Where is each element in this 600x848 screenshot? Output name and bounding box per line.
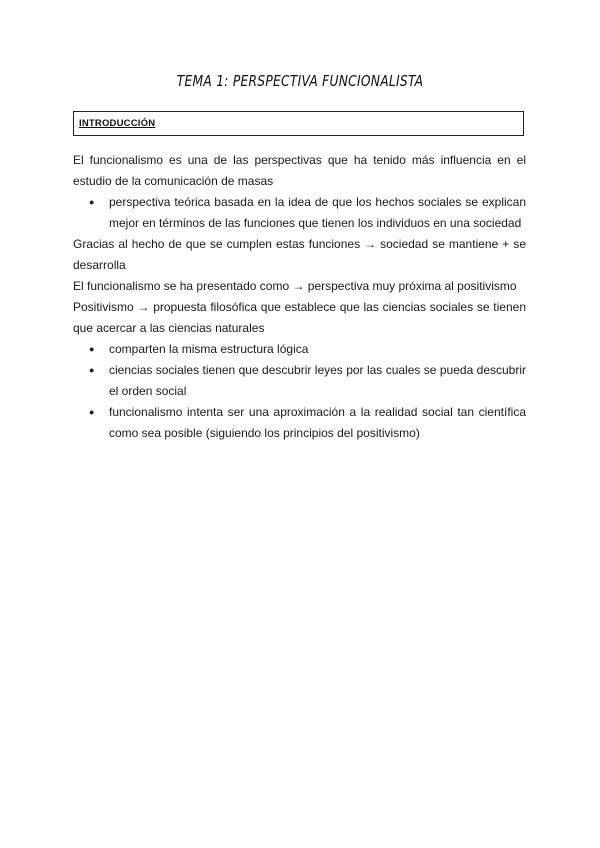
paragraph: Gracias al hecho de que se cumplen estas funciones → sociedad se mantiene + se desarrolla (73, 237, 526, 272)
bullet-text: ciencias sociales tienen que descubrir leyes por las cuales se pueda descubrir el orden social (109, 363, 526, 398)
bullet-icon: ● (89, 365, 95, 375)
section-heading: INTRODUCCIÓN (79, 118, 156, 129)
document-body (73, 150, 526, 444)
bullet-icon: ● (89, 407, 95, 417)
paragraph: El funcionalismo se ha presentado como → perspectiva muy próxima al positivismo (73, 279, 517, 293)
bullet-item (73, 360, 526, 402)
document-title: TEMA 1: PERSPECTIVA FUNCIONALISTA (176, 72, 424, 90)
bullet-text: comparten la misma estructura lógica (109, 342, 309, 356)
bullet-list (73, 339, 526, 444)
paragraph: El funcionalismo es una de las perspectivas que ha tenido más influencia en el estudio de la comunicación de masas (73, 153, 526, 188)
bullet-item (73, 192, 526, 234)
bullet-item (73, 402, 526, 444)
bullet-text: funcionalismo intenta ser una aproximación a la realidad social tan científica como sea posible (siguiendo los principios del positivismo) (109, 405, 526, 440)
bullet-icon: ● (89, 344, 95, 354)
bullet-text: perspectiva teórica basada en la idea de que los hechos sociales se explican mejor en términos de las funciones que tienen los individuos en una sociedad (109, 195, 526, 230)
section-heading-box (73, 111, 524, 136)
bullet-item (73, 339, 526, 360)
paragraph: Positivismo → propuesta filosófica que establece que las ciencias sociales se tienen que acercar a las ciencias naturales (73, 300, 526, 335)
bullet-list (73, 192, 526, 234)
bullet-icon: ● (89, 197, 95, 207)
